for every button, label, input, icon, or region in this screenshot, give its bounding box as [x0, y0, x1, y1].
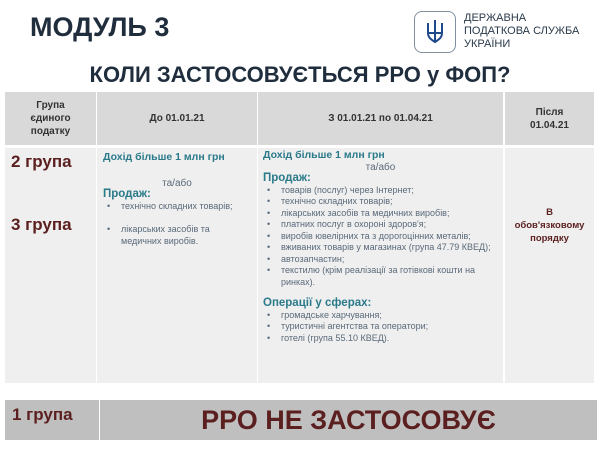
list-item: • готелі (група 55.10 КВЕД). — [281, 333, 498, 345]
after-cell — [505, 148, 594, 383]
no-rro-cell — [100, 400, 597, 440]
list-item: • вживаних товарів у магазинах (група 47.79 КВЕД); — [281, 242, 498, 254]
group-3: 3 група — [11, 215, 72, 234]
org-name — [464, 12, 579, 51]
operations-label: Операції у сферах: — [263, 297, 372, 309]
sales-label: Продаж: — [263, 172, 311, 184]
header-after: Після 01.04.21 — [505, 92, 594, 145]
no-rro-text: РРО НЕ ЗАСТОСОВУЄ — [201, 404, 496, 435]
trident-logo-icon — [414, 11, 456, 53]
org-line: УКРАЇНИ — [464, 38, 511, 50]
sales-label: Продаж: — [103, 188, 151, 200]
sales-list — [103, 201, 251, 248]
income-label: Дохід більше 1 млн грн — [263, 149, 385, 161]
list-item: • виробів ювелірних та з дорогоцінних металів; — [281, 231, 498, 243]
list-item: • текстилю (крім реалізації за готівкові кошти на ринках). — [281, 265, 498, 288]
period-cell — [258, 148, 503, 383]
list-item: • автозапчастин; — [281, 254, 498, 266]
org-line: ПОДАТКОВА СЛУЖБА — [464, 25, 580, 37]
group-1-cell — [5, 400, 99, 440]
list-item: • лікарських засобів та медичних виробів; — [281, 208, 498, 220]
group-cell — [5, 148, 96, 383]
income-label: Дохід більше 1 млн грн — [103, 151, 225, 163]
list-item: • технічно складних товарів; — [121, 201, 251, 213]
list-item: • туристичні агентства та оператори; — [281, 321, 498, 333]
group-1: 1 група — [12, 405, 73, 424]
list-item: • платних послуг в охороні здоров'я; — [281, 219, 498, 231]
list-item: • громадське харчування; — [281, 310, 498, 322]
group-2: 2 група — [11, 152, 72, 171]
before-cell — [97, 148, 257, 383]
sales-list — [263, 185, 498, 289]
list-item: • технічно складних товарів; — [281, 196, 498, 208]
mandatory-label: В обов'язковому порядку — [514, 207, 585, 244]
header-group: Група єдиного податку — [5, 92, 96, 145]
list-item: • лікарських засобів та медичних виробів. — [121, 224, 251, 247]
andor-label: та/або — [162, 177, 192, 189]
org-line: ДЕРЖАВНА — [464, 12, 527, 24]
operations-list — [263, 310, 498, 345]
slide-title: КОЛИ ЗАСТОСОВУЄТЬСЯ РРО у ФОП? — [89, 62, 511, 87]
list-item: • товарів (послуг) через Інтернет; — [281, 185, 498, 197]
andor-label: та/або — [365, 161, 396, 173]
header-period: З 01.01.21 по 01.04.21 — [258, 92, 503, 145]
header-before: До 01.01.21 — [97, 92, 257, 145]
module-title: МОДУЛЬ 3 — [30, 12, 170, 42]
